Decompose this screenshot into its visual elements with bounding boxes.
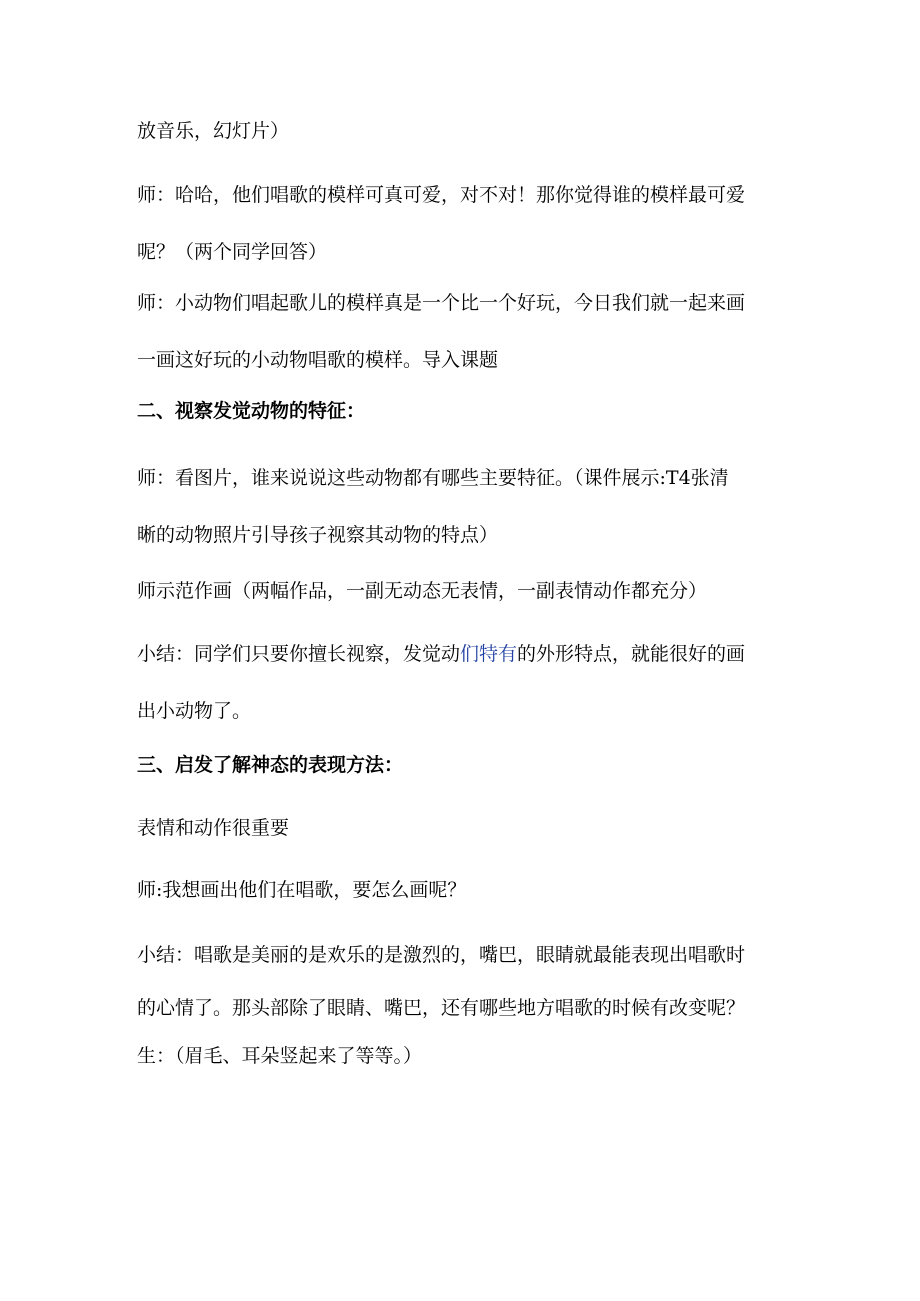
paragraph-music-slides: [137, 103, 787, 160]
text-line: 晰的动物照片引导孩子视察其动物的特点）: [137, 524, 499, 546]
text-line: 的心情了。那头部除了眼睛、嘴巴，还有哪些地方唱歌的时候有改变呢？: [137, 997, 746, 1019]
heading-text: 三、启发了解神态的表现方法：: [137, 754, 404, 776]
text-line: 师:我想画出他们在唱歌，要怎么画呢？: [137, 879, 467, 901]
paragraph-summary-observe: [137, 626, 787, 740]
section-heading-2: [137, 383, 787, 440]
text-line: 师：看图片，谁来说说这些动物都有哪些主要特征。（课件展示:T4张清: [137, 467, 729, 489]
text-segment: 的外形特点，就能很好的画: [517, 643, 746, 665]
paragraph-teacher-intro: [137, 275, 787, 389]
text-segment: 小结：同学们只要你擅长视察，发觉动: [137, 643, 461, 665]
text-line: 出小动物了。: [137, 700, 252, 722]
text-line: 一画这好玩的小动物唱歌的模样。导入课题: [137, 349, 499, 371]
text-line: [137, 626, 787, 683]
paragraph-summary-singing: [137, 927, 787, 1080]
heading-text: 二、视察发觉动物的特征：: [137, 400, 366, 422]
text-line: 师：哈哈，他们唱歌的模样可真可爱，对不对！那你觉得谁的模样最可爱: [137, 184, 746, 206]
text-line: 生：（眉毛、耳朵竖起来了等等。）: [137, 1045, 423, 1067]
paragraph-teacher-cute: [137, 167, 787, 281]
text-line: 师示范作画（两幅作品，一副无动态无表情，一副表情动作都充分）: [137, 580, 708, 602]
paragraph-teacher-pictures: [137, 450, 787, 564]
paragraph-expression-action: [137, 800, 787, 857]
text-line: 放音乐，幻灯片）: [137, 120, 290, 142]
text-line: 小结：唱歌是美丽的是欢乐的是激烈的，嘴巴，眼睛就最能表现出唱歌时: [137, 944, 746, 966]
highlighted-text: 们特有: [460, 643, 518, 665]
text-line: 表情和动作很重要: [137, 817, 290, 839]
paragraph-teacher-question: [137, 862, 787, 919]
section-heading-3: [137, 737, 787, 794]
text-line: 师：小动物们唱起歌儿的模样真是一个比一个好玩，今日我们就一起来画: [137, 292, 746, 314]
paragraph-demo-drawing: [137, 563, 787, 620]
text-line: 呢？（两个同学回答）: [137, 241, 328, 263]
